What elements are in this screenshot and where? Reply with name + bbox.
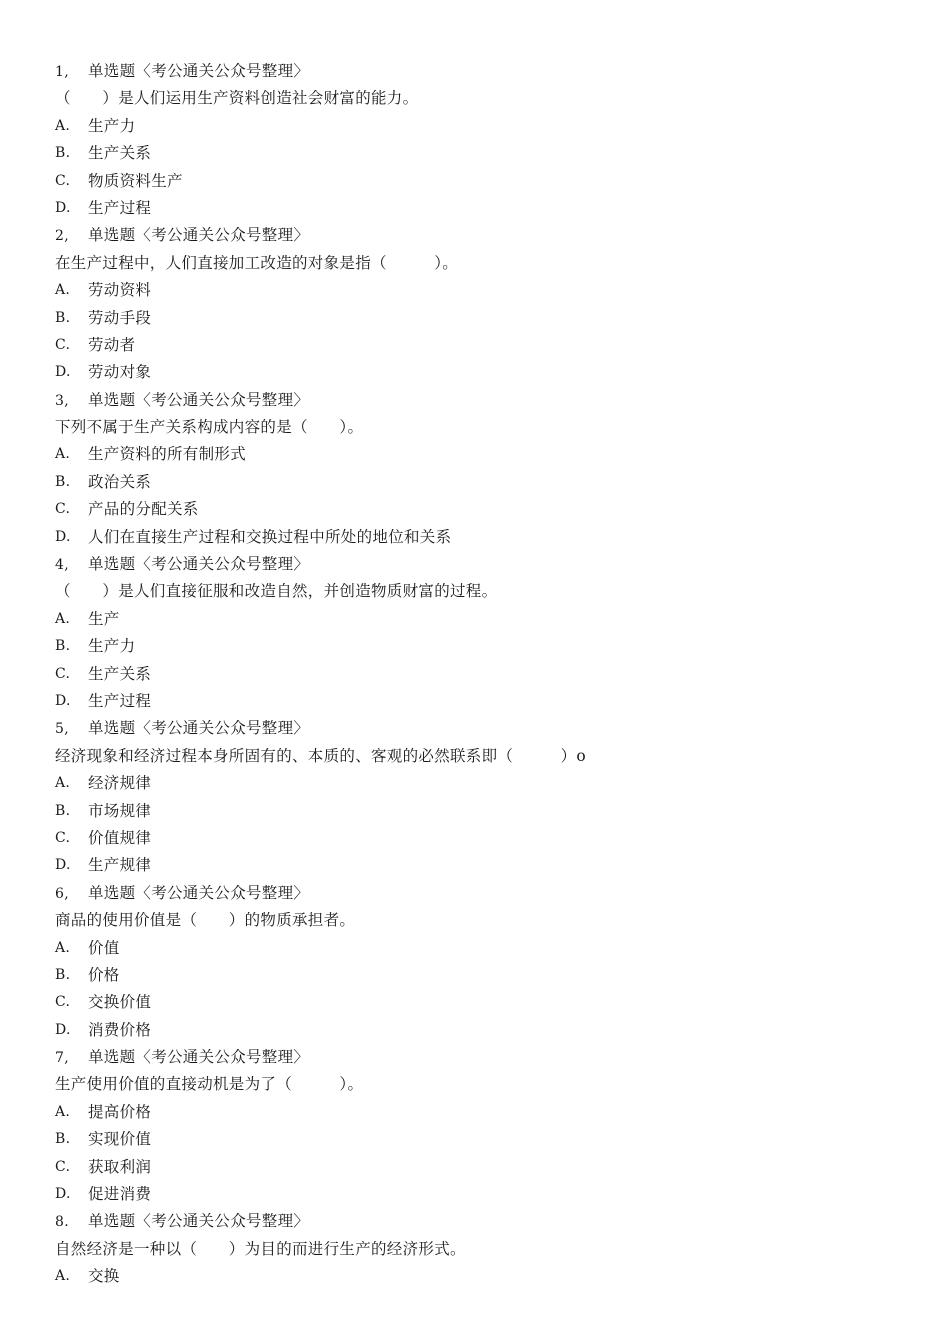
option-d — [55, 524, 935, 551]
option-b — [55, 140, 935, 167]
option-letter: B. — [55, 638, 71, 655]
question-type: 单选题〈考公通关公众号整理〉 — [88, 883, 310, 902]
question-type: 单选题〈考公通关公众号整理〉 — [88, 226, 310, 245]
option-c — [55, 989, 935, 1016]
option-text: 价值规律 — [88, 828, 152, 847]
option-letter: A. — [55, 282, 71, 299]
option-text: 生产过程 — [88, 198, 152, 217]
option-text: 价格 — [88, 965, 120, 984]
option-b — [55, 633, 935, 660]
option-a — [55, 113, 935, 140]
option-letter: A. — [55, 1268, 71, 1285]
question-stem: 下列不属于生产关系构成内容的是（ ）。 — [55, 418, 364, 437]
option-letter: C. — [55, 501, 71, 518]
option-a — [55, 770, 935, 797]
option-letter: C. — [55, 994, 71, 1011]
question-stem: 商品的使用价值是（ ）的物质承担者。 — [55, 911, 356, 930]
question-header — [55, 58, 935, 85]
question-number: 8. — [55, 1214, 69, 1231]
question-header — [55, 222, 935, 249]
option-letter: C. — [55, 336, 71, 353]
option-text: 劳动对象 — [88, 363, 152, 382]
option-c — [55, 496, 935, 523]
option-text: 生产关系 — [88, 664, 152, 683]
question-number: 5, — [55, 721, 69, 738]
option-text: 生产力 — [88, 116, 136, 135]
option-c — [55, 661, 935, 688]
option-letter: C. — [55, 1158, 71, 1175]
question-8 — [55, 1208, 935, 1290]
option-letter: D. — [55, 364, 71, 381]
question-2 — [55, 222, 935, 386]
option-letter: D. — [55, 857, 71, 874]
question-stem: （ ）是人们直接征服和改造自然，并创造物质财富的过程。 — [55, 582, 498, 601]
option-text: 劳动资料 — [88, 281, 152, 300]
option-text: 生产 — [88, 609, 120, 628]
option-b — [55, 1126, 935, 1153]
option-d — [55, 688, 935, 715]
option-letter: A. — [55, 1103, 71, 1120]
question-header — [55, 715, 935, 742]
question-type: 单选题〈考公通关公众号整理〉 — [88, 1212, 310, 1231]
option-d — [55, 1181, 935, 1208]
option-letter: A. — [55, 610, 71, 627]
option-a — [55, 1263, 935, 1290]
option-b — [55, 962, 935, 989]
option-text: 价值 — [88, 938, 120, 957]
option-c — [55, 332, 935, 359]
option-letter: A. — [55, 446, 71, 463]
question-1 — [55, 58, 935, 222]
option-text: 生产力 — [88, 637, 136, 656]
question-header — [55, 1208, 935, 1235]
option-d — [55, 195, 935, 222]
option-text: 生产规律 — [88, 856, 152, 875]
question-type: 单选题〈考公通关公众号整理〉 — [88, 719, 310, 738]
option-text: 交换 — [88, 1267, 120, 1286]
question-number: 7, — [55, 1050, 69, 1067]
option-letter: B. — [55, 1131, 71, 1148]
option-text: 生产资料的所有制形式 — [88, 445, 247, 464]
question-4 — [55, 551, 935, 715]
option-letter: D. — [55, 692, 71, 709]
option-text: 物质资料生产 — [88, 171, 183, 190]
document-body — [55, 58, 935, 1291]
option-letter: D. — [55, 1021, 71, 1038]
question-header — [55, 551, 935, 578]
question-stem: 自然经济是一种以（ ）为目的而进行生产的经济形式。 — [55, 1239, 466, 1258]
option-text: 实现价值 — [88, 1130, 152, 1149]
option-letter: B. — [55, 802, 71, 819]
option-letter: B. — [55, 145, 71, 162]
option-letter: C. — [55, 829, 71, 846]
question-type: 单选题〈考公通关公众号整理〉 — [88, 390, 310, 409]
option-d — [55, 852, 935, 879]
question-number: 3, — [55, 392, 69, 409]
question-stem: 经济现象和经济过程本身所固有的、本质的、客观的必然联系即（ ）o — [55, 746, 587, 765]
question-number: 2, — [55, 228, 69, 245]
option-letter: A. — [55, 939, 71, 956]
question-type: 单选题〈考公通关公众号整理〉 — [88, 1048, 310, 1067]
question-number: 1, — [55, 64, 69, 80]
option-text: 政治关系 — [88, 472, 152, 491]
option-c — [55, 825, 935, 852]
option-text: 产品的分配关系 — [88, 500, 199, 519]
question-number: 6, — [55, 885, 69, 902]
option-text: 交换价值 — [88, 993, 152, 1012]
option-text: 劳动者 — [88, 335, 136, 354]
question-header — [55, 880, 935, 907]
option-b — [55, 305, 935, 332]
question-type: 单选题〈考公通关公众号整理〉 — [88, 62, 310, 80]
option-text: 生产关系 — [88, 144, 152, 163]
option-letter: C. — [55, 172, 71, 189]
option-text: 生产过程 — [88, 691, 152, 710]
question-3 — [55, 387, 935, 551]
option-letter: D. — [55, 528, 71, 545]
option-letter: C. — [55, 665, 71, 682]
option-text: 消费价格 — [88, 1020, 152, 1039]
option-c — [55, 1154, 935, 1181]
option-b — [55, 469, 935, 496]
question-5 — [55, 715, 935, 879]
option-a — [55, 441, 935, 468]
question-header — [55, 1044, 935, 1071]
option-d — [55, 359, 935, 386]
option-text: 获取利润 — [88, 1157, 152, 1176]
option-text: 市场规律 — [88, 801, 152, 820]
option-text: 促进消费 — [88, 1185, 152, 1204]
question-number: 4, — [55, 557, 69, 574]
question-stem: 在生产过程中，人们直接加工改造的对象是指（ ）。 — [55, 253, 459, 272]
option-a — [55, 606, 935, 633]
question-type: 单选题〈考公通关公众号整理〉 — [88, 555, 310, 574]
option-letter: B. — [55, 473, 71, 490]
option-b — [55, 798, 935, 825]
option-letter: A. — [55, 117, 71, 134]
option-a — [55, 277, 935, 304]
option-a — [55, 935, 935, 962]
option-text: 劳动手段 — [88, 308, 152, 327]
option-text: 经济规律 — [88, 774, 152, 793]
option-a — [55, 1099, 935, 1126]
option-letter: D. — [55, 199, 71, 216]
option-letter: D. — [55, 1186, 71, 1203]
option-text: 人们在直接生产过程和交换过程中所处的地位和关系 — [88, 527, 452, 546]
option-c — [55, 168, 935, 195]
option-d — [55, 1017, 935, 1044]
option-letter: B. — [55, 309, 71, 326]
question-6 — [55, 880, 935, 1044]
option-text: 提高价格 — [88, 1102, 152, 1121]
question-stem: 生产使用价值的直接动机是为了（ ）。 — [55, 1075, 364, 1094]
question-header — [55, 387, 935, 414]
option-letter: A. — [55, 775, 71, 792]
question-7 — [55, 1044, 935, 1208]
option-letter: B. — [55, 966, 71, 983]
question-stem: （ ）是人们运用生产资料创造社会财富的能力。 — [55, 89, 419, 108]
